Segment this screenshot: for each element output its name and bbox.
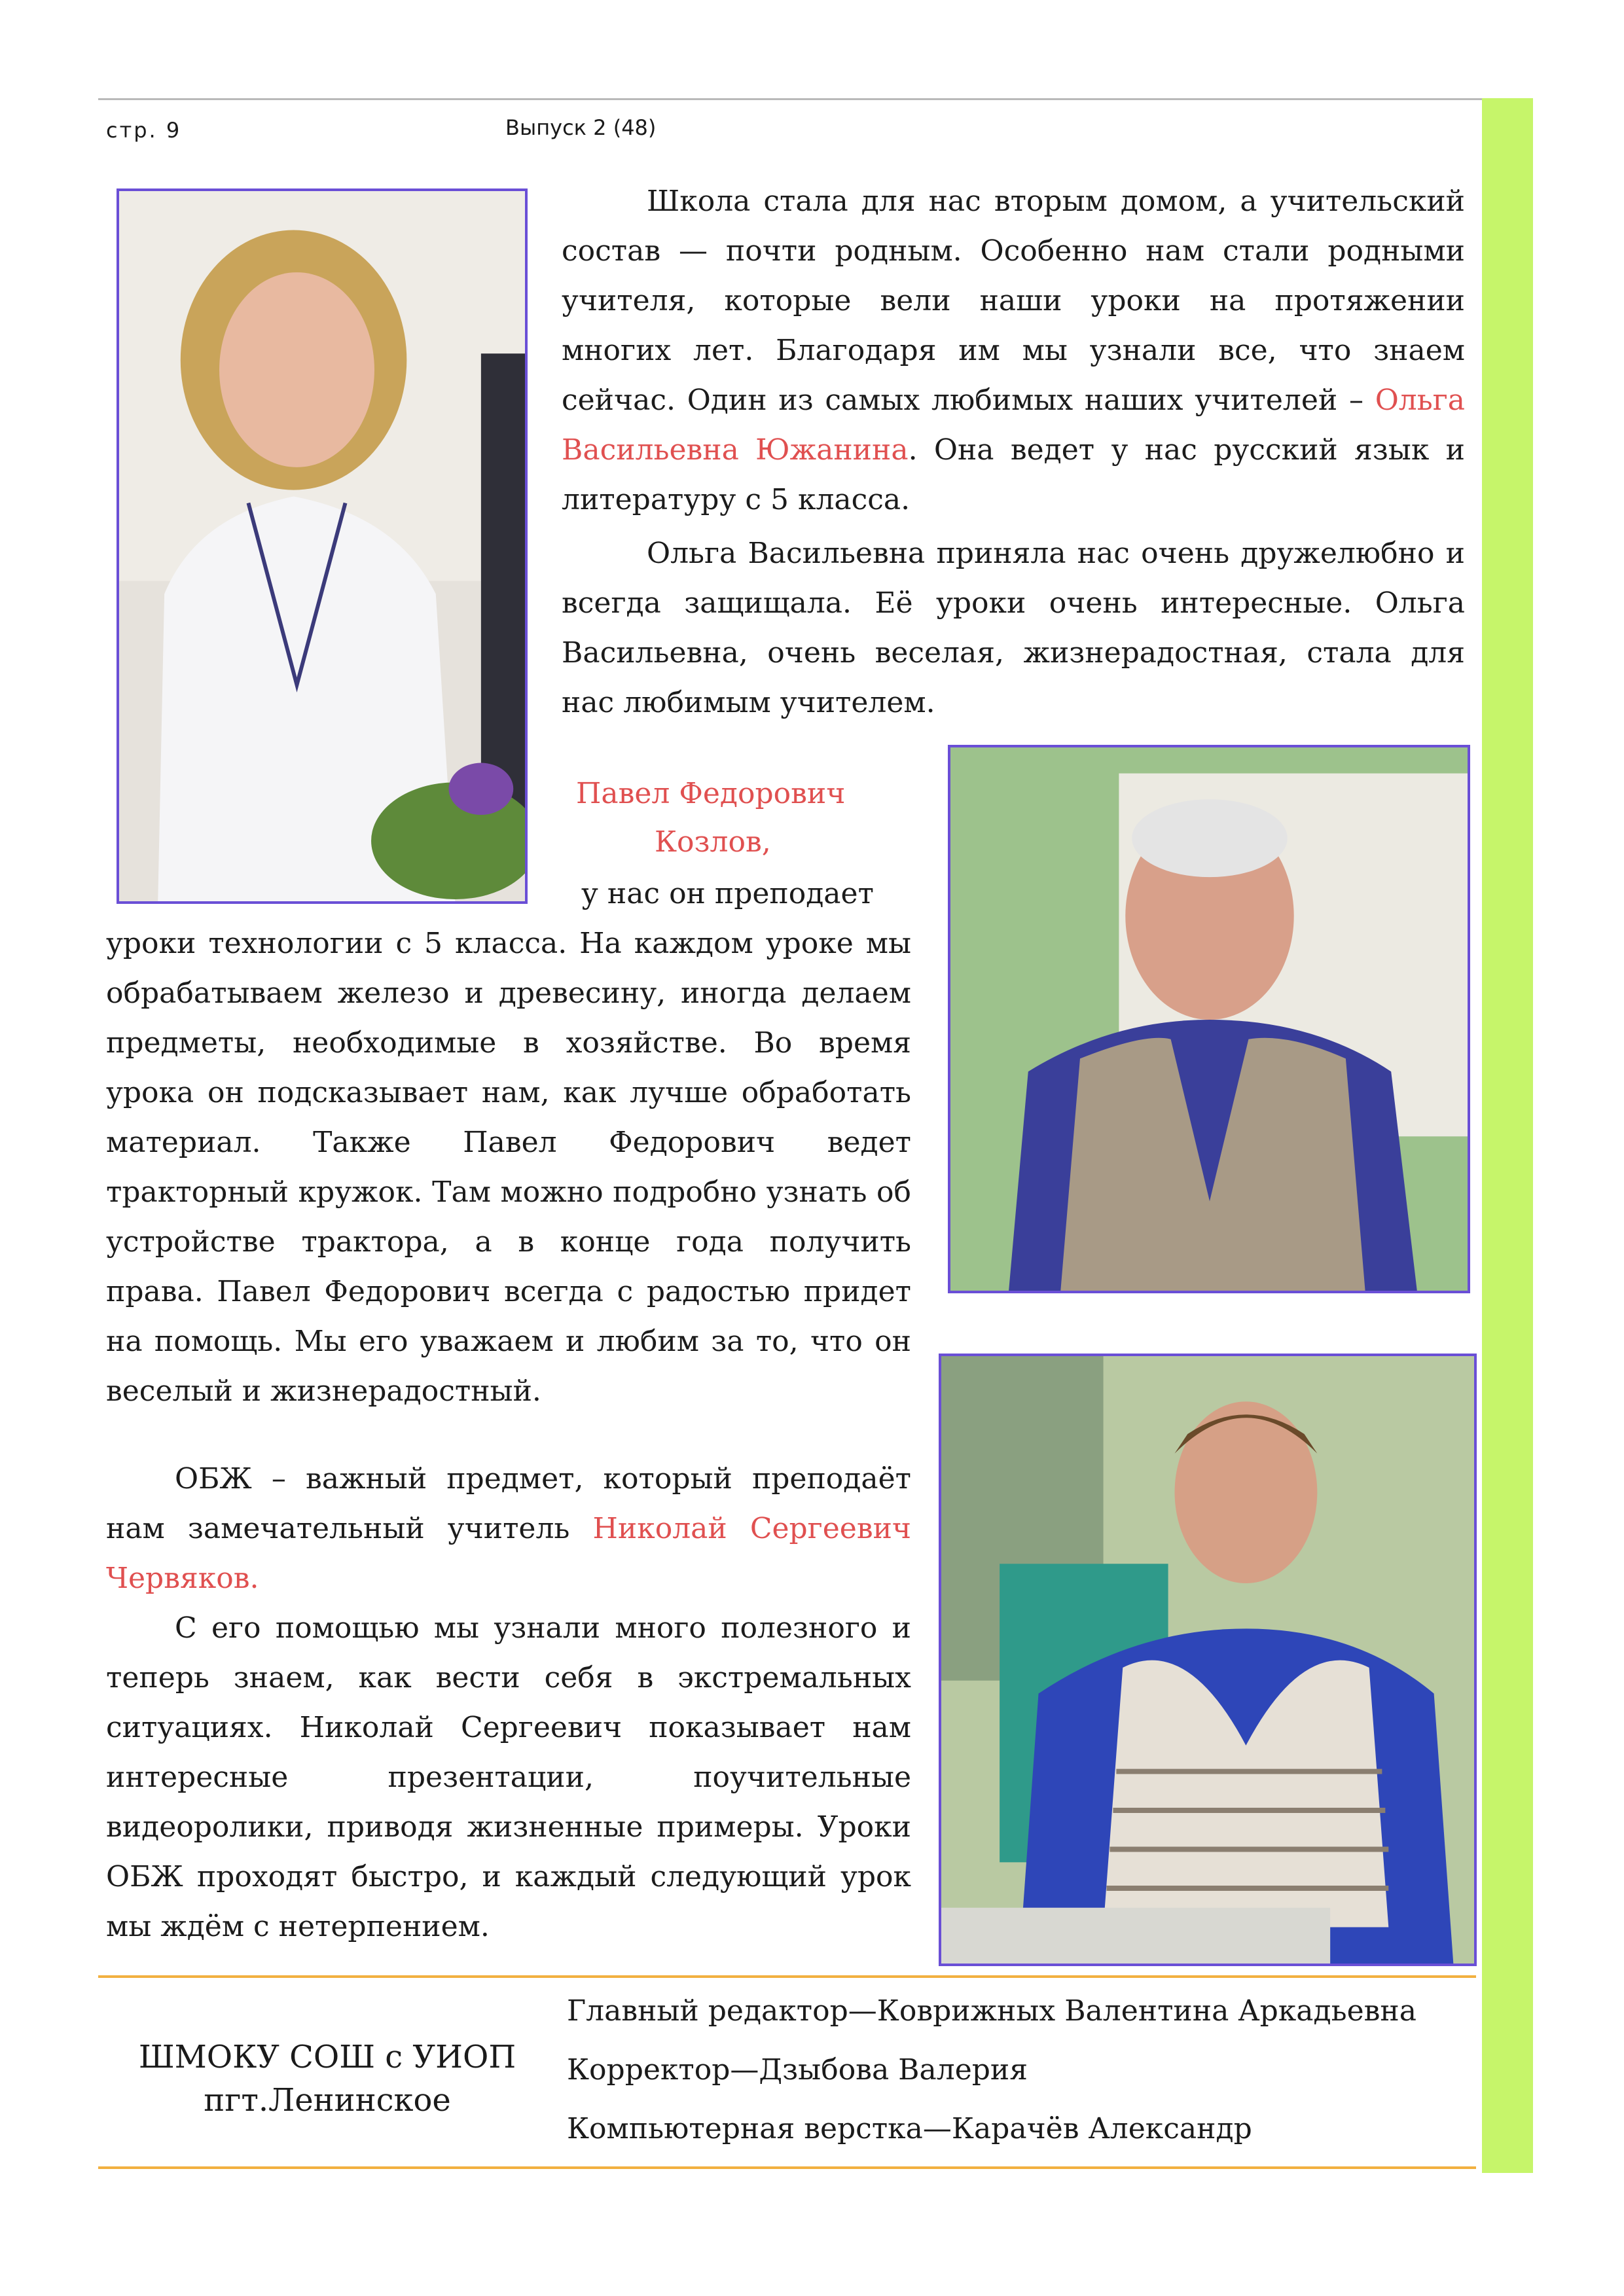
- teacher-name-pavel-first: Павел Федорович: [576, 777, 846, 810]
- credit-corrector: Корректор—Дзыбова Валерия: [567, 2053, 1028, 2087]
- text-run: . Она ведет у нас русский язык и литературу с 5 класса.: [562, 433, 1465, 516]
- teacher-name-nikolai: Николай Сергеевич Червяков.: [106, 1512, 912, 1595]
- paragraph-pavel: уроки технологии с 5 класса. На каждом уроке мы обрабатываем железо и древесину, иногда делаем предметы, необходимые в хозяйстве. Во время урока он подсказывает нам, как лучше обработать материал. Также Павел Федорович ведет тракторный кружок. Там можно подробно узнать об устройстве трактора, а в конце года получить права. Павел Федорович всегда с радостью придет на помощь. Мы его уважаем и любим за то, что он веселый и жизнерадостный.: [106, 927, 911, 1408]
- text-run: ОБЖ – важный предмет, который преподаёт нам замечательный учитель: [106, 1462, 911, 1545]
- issue-number: Выпуск 2 (48): [505, 115, 657, 140]
- school-name: ШМОКУ СОШ с УИОП: [138, 2039, 516, 2075]
- photo-pavel: [948, 745, 1470, 1293]
- photo-olga: [117, 188, 528, 904]
- paragraph-pavel-lead: у нас он преподает: [581, 877, 874, 910]
- teacher-name-olga: Ольга Васильевна Южанина: [562, 384, 1465, 467]
- photo-olga-image: [119, 191, 525, 901]
- paragraph-olga-intro: [562, 177, 1465, 525]
- school-info: [98, 2036, 556, 2122]
- photo-nikolai-image: [941, 1356, 1474, 1964]
- photo-pavel-image: [950, 747, 1468, 1291]
- credit-layout: Компьютерная верстка—Карачёв Александр: [567, 2112, 1252, 2145]
- credits: [567, 1982, 1416, 2159]
- footer-rule-top: [98, 1975, 1476, 1978]
- teacher-name-pavel-last: Козлов,: [655, 825, 771, 859]
- paragraph-nikolai: С его помощью мы узнали много полезного и теперь знаем, как вести себя в экстремальных ситуациях. Николай Сергеевич показывает нам интересные презентации, поучительные видеоролики, приводя жизненные примеры. Уроки ОБЖ проходят быстро, и каждый следующий урок мы ждём с нетерпением.: [106, 1611, 911, 1943]
- page-number: стр. 9: [106, 118, 182, 143]
- school-location: пгт.Ленинское: [204, 2082, 451, 2119]
- footer-rule-bottom: [98, 2166, 1476, 2169]
- text-run: Школа стала для нас вторым домом, а учительский состав — почти родным. Особенно нам стали родными учителя, которые вели наши уроки на протяжении многих лет. Благодаря им мы узнали все, что знаем сейчас. Один из самых любимых наших учителей –: [562, 185, 1465, 417]
- credit-editor: Главный редактор—Коврижных Валентина Аркадьевна: [567, 1994, 1416, 2028]
- top-rule: [98, 98, 1533, 100]
- side-color-bar: [1482, 98, 1533, 2173]
- photo-nikolai: [939, 1354, 1477, 1966]
- paragraph-olga-description: Ольга Васильевна приняла нас очень дружелюбно и всегда защищала. Её уроки очень интересные. Ольга Васильевна, очень веселая, жизнерадостная, стала для нас любимым учителем.: [562, 537, 1465, 719]
- paragraph-obzh-intro: [106, 1454, 911, 1604]
